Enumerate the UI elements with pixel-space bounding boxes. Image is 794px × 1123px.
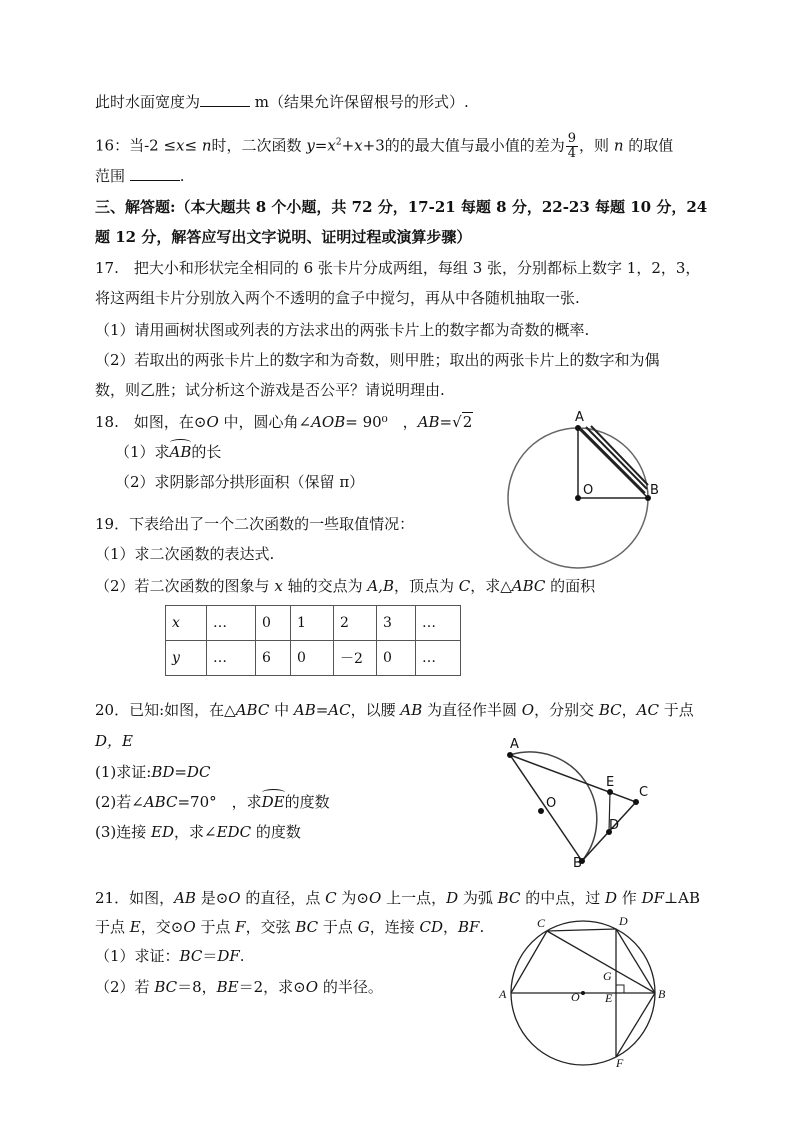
q16-line1: 16：当-2 ≤x≤ n时，二次函数 $y=x^2+x+3$的的最大值与最小值的差为 $\frac{9}{4}$ ，则 n 的取值 [95, 131, 674, 161]
q15-tail: 此时水面宽度为 m（结果允许保留根号的形式）. [95, 93, 469, 111]
table-row: y … 6 0 －2 0 … [166, 641, 461, 676]
q20-sub1: (1)求证:BD=DC [95, 763, 211, 781]
q21-line2: 于点 E，交⊙O 于点 F，交弦 BC 于点 G，连接 CD，BF. [95, 918, 485, 936]
label-E: E [606, 775, 615, 790]
q21-figure [495, 905, 675, 1070]
q19-line1: 19．下表给出了一个二次函数的一些取值情况： [95, 515, 415, 533]
label-A: A [499, 987, 507, 1001]
answer-blank[interactable] [130, 166, 180, 181]
label-B: B [658, 987, 666, 1001]
section-heading-line2: 题 12 分，解答应写出文字说明、证明过程或演算步骤） [95, 228, 472, 246]
values-table [165, 605, 461, 676]
table-row: x … 0 1 2 3 … [166, 606, 461, 641]
label-E: E [605, 991, 613, 1005]
q17-line1: 17. 把大小和形状完全相同的 6 张卡片分成两组，每组 3 张，分别都标上数字 1，2，3， [95, 259, 701, 277]
q20-line2: D，E [95, 732, 133, 750]
label-B: B [650, 483, 659, 498]
q21-line1: 21．如图，AB 是⊙O 的直径，点 C 为⊙O 上一点，D 为弧 BC 的中点，过 D 作 DF⊥AB [95, 889, 700, 907]
q20-sub3: (3)连接 ED，求∠EDC 的度数 [95, 823, 301, 841]
q18-sub2: （2）求阴影部分拱形面积（保留 π） [115, 473, 365, 491]
q20-line1: 20．已知:如图，在△ABC 中 AB=AC，以腰 AB 为直径作半圆 O，分别交 BC，AC 于点 [95, 701, 694, 719]
q19-sub2: （2）若二次函数的图象与 x 轴的交点为 A,B，顶点为 C，求△ABC 的面积 [95, 577, 596, 595]
q20-sub2: (2)若∠ABC=70° ，求DE的度数 [95, 793, 330, 811]
label-A: A [510, 737, 519, 752]
q17-sub2: （2）若取出的两张卡片上的数字和为奇数，则甲胜；取出的两张卡片上的数字和为偶 [95, 351, 660, 369]
label-A: A [575, 410, 584, 425]
q21-sub1: （1）求证：BC＝DF. [95, 947, 245, 965]
answer-blank[interactable] [200, 92, 250, 107]
q16-line2: 范围 . [95, 167, 185, 185]
label-F: F [616, 1056, 624, 1070]
q18-figure [495, 405, 675, 575]
q20-figure [500, 730, 670, 875]
label-O: O [583, 483, 594, 498]
label-B: B [573, 856, 582, 871]
q18-sub1: （1）求AB的长 [115, 443, 222, 461]
label-O: O [571, 990, 580, 1004]
q19-sub1: （1）求二次函数的表达式. [95, 545, 275, 563]
q17-line2: 将这两组卡片分别放入两个不透明的盒子中搅匀，再从中各随机抽取一张. [95, 289, 580, 307]
fraction: $\frac{9}{4}$ [567, 131, 577, 161]
q21-sub2: （2）若 BC＝8，BE＝2，求⊙O 的半径。 [95, 978, 383, 996]
q18-line1: 18. 如图，在⊙O 中，圆心角∠AOB= 90⁰ ，AB=√2 [95, 413, 473, 431]
q17-line5: 数，则乙胜；试分析这个游戏是否公平？请说明理由. [95, 381, 445, 399]
label-C: C [639, 785, 649, 800]
q17-sub1: （1）请用画树状图或列表的方法求出的两张卡片上的数字都为奇数的概率. [95, 321, 590, 339]
label-D: D [609, 818, 620, 833]
label-G: G [603, 969, 612, 983]
section-heading: 三、解答题:（本大题共 8 个小题，共 72 分，17-21 每题 8 分，22-23 每题 10 分，24 [95, 198, 708, 216]
label-D: D [619, 914, 628, 928]
label-O: O [546, 796, 557, 811]
label-C: C [537, 916, 546, 930]
